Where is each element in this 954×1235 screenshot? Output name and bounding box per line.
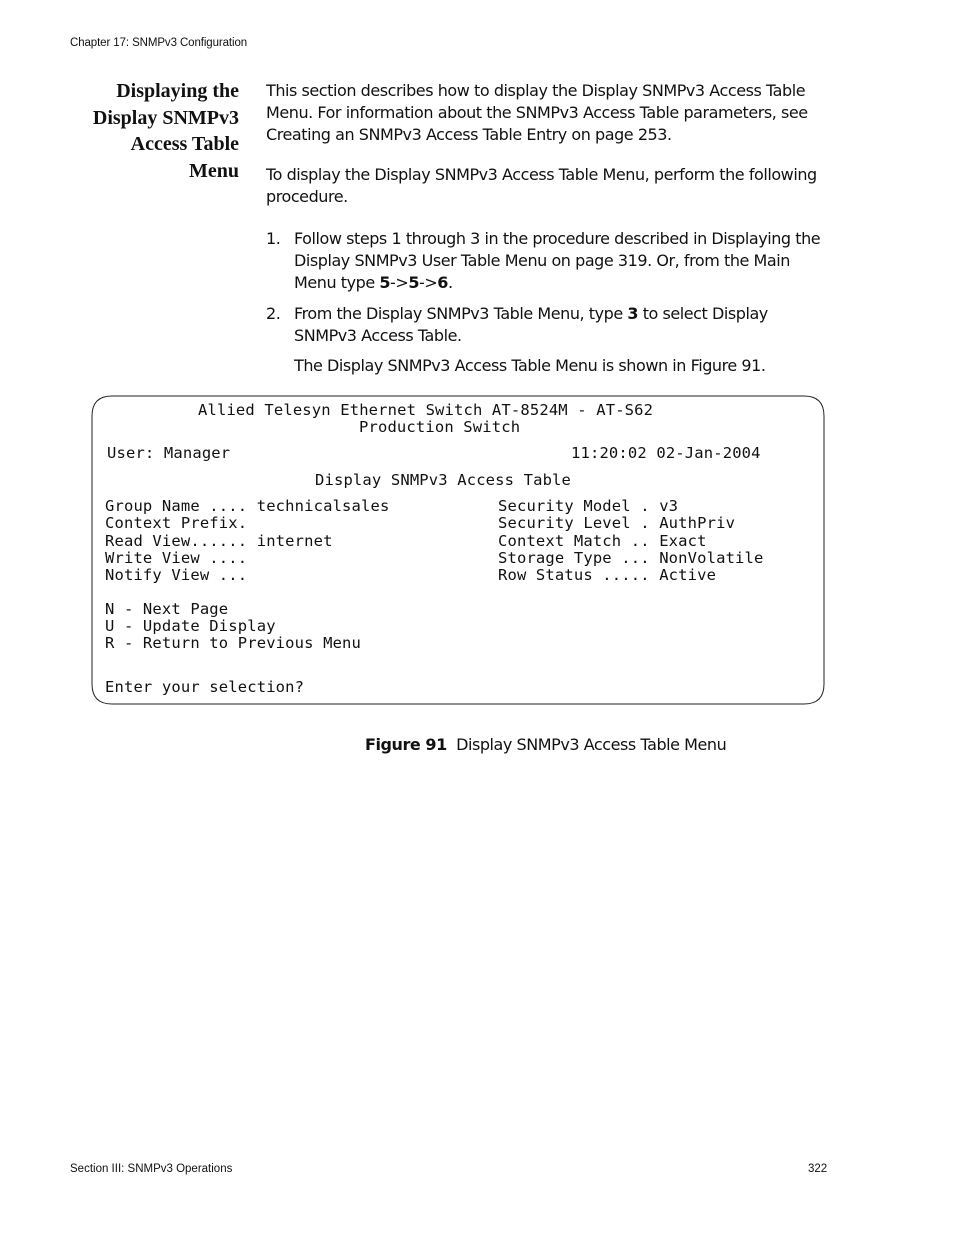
terminal-subtitle: Production Switch (359, 418, 521, 436)
key-label: 3 (627, 304, 639, 323)
footer-section: Section III: SNMPv3 Operations (70, 1163, 233, 1175)
figure-reference-note: The Display SNMPv3 Access Table Menu is shown in Figure 91. (294, 356, 766, 375)
intro-paragraph: This section describes how to display the Display SNMPv3 Access Table Menu. For information about the SNMPv3 Access Table parameters, see Creating an SNMPv3 Access Table Entry on page 253. (266, 81, 808, 144)
field-context-match: Context Match .. Exact (498, 532, 707, 550)
figure-label: Figure 91 (365, 735, 447, 754)
field-write-view: Write View .... (105, 549, 248, 567)
procedure-paragraph: To display the Display SNMPv3 Access Table Menu, perform the following procedure. (266, 165, 817, 206)
section-title-line: Display SNMPv3 (92, 106, 239, 129)
terminal-datetime: 11:20:02 02-Jan-2004 (571, 444, 761, 462)
section-title-line: Menu (189, 159, 239, 182)
section-title (40, 78, 239, 184)
step-number: 1. (266, 229, 281, 248)
menu-option-update-display: U - Update Display (105, 617, 276, 635)
field-security-model: Security Model . v3 (498, 497, 679, 515)
figure-caption (365, 735, 726, 754)
section-title-line: Displaying the (116, 80, 239, 102)
step-text: Follow steps 1 through 3 in the procedure described in Displaying the Display SNMPv3 User Table Menu on page 319. Or, from the Main Menu type 5->5->6. (294, 229, 821, 292)
menu-option-return: R - Return to Previous Menu (105, 634, 362, 652)
key-label: 5 (408, 273, 420, 292)
key-label: 5 (379, 273, 391, 292)
key-label: 6 (437, 273, 448, 292)
terminal-screen-title: Display SNMPv3 Access Table (315, 471, 572, 489)
section-title-line: Access Table (130, 133, 239, 155)
running-head: Chapter 17: SNMPv3 Configuration (70, 37, 248, 49)
figure-caption-text: Display SNMPv3 Access Table Menu (456, 735, 727, 754)
terminal-title: Allied Telesyn Ethernet Switch AT-8524M - AT-S62 (198, 401, 654, 419)
field-notify-view: Notify View ... (105, 566, 248, 584)
field-row-status: Row Status ..... Active (498, 566, 717, 584)
field-context-prefix: Context Prefix. (105, 514, 248, 532)
field-storage-type: Storage Type ... NonVolatile (498, 549, 764, 567)
step-text: From the Display SNMPv3 Table Menu, type 3 to select Display SNMPv3 Access Table. (294, 304, 768, 345)
terminal-user: User: Manager (107, 444, 231, 462)
page-number: 322 (808, 1163, 828, 1175)
terminal-prompt: Enter your selection? (105, 678, 305, 696)
terminal-screen-figure (90, 395, 826, 706)
field-group-name: Group Name .... technicalsales (105, 497, 390, 515)
field-read-view: Read View...... internet (105, 532, 333, 550)
menu-option-next-page: N - Next Page (105, 600, 229, 618)
field-security-level: Security Level . AuthPriv (498, 514, 736, 532)
step-number: 2. (266, 304, 281, 323)
